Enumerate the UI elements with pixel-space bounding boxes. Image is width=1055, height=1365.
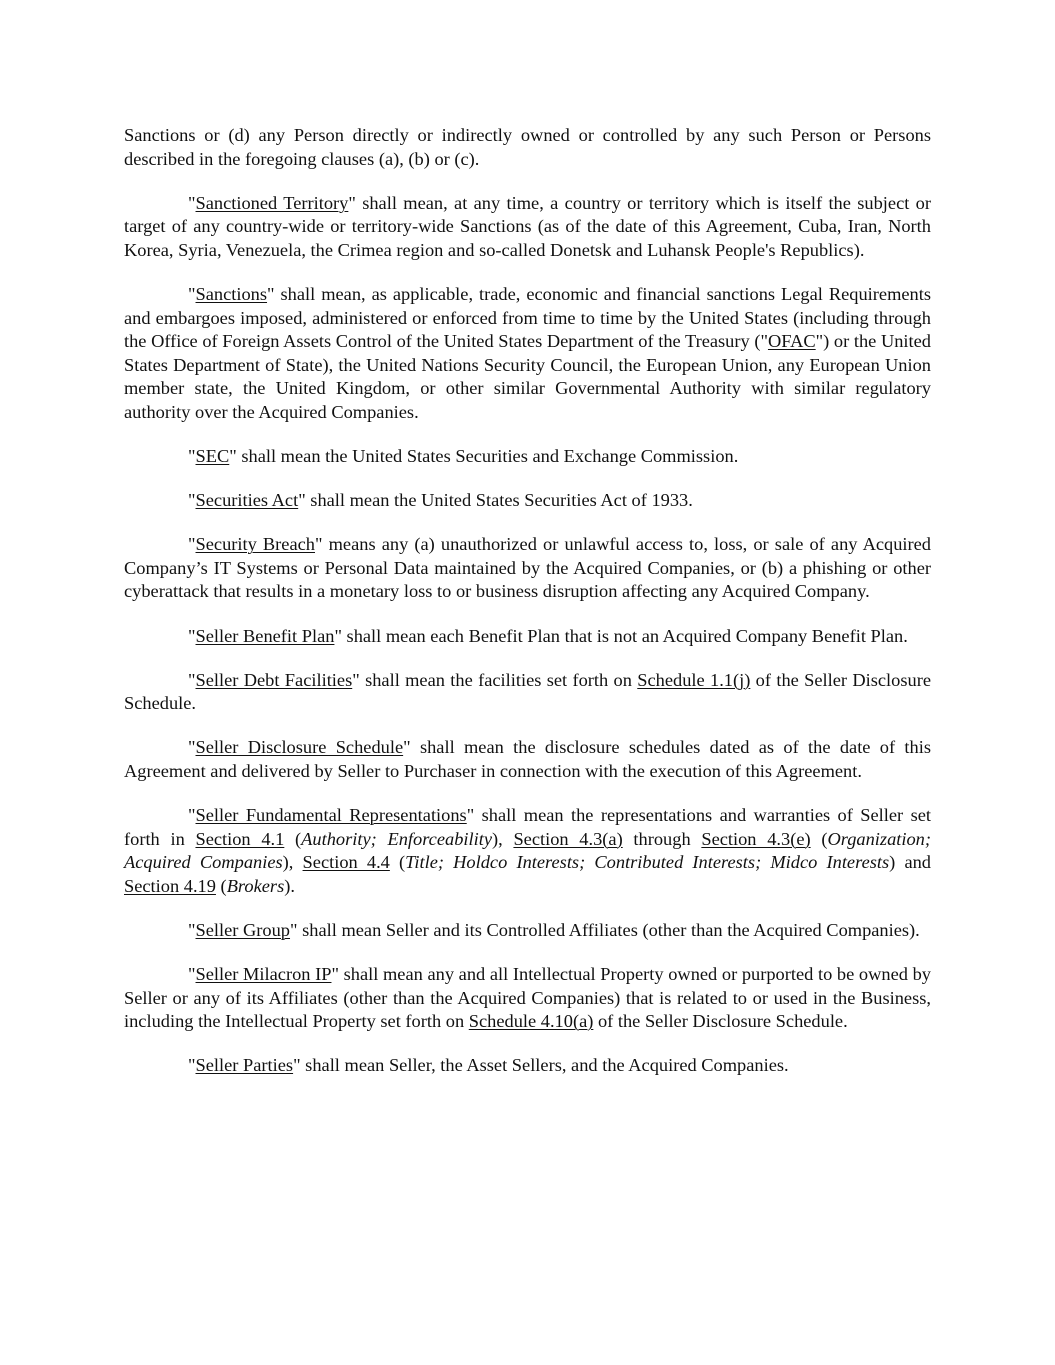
- text-run: " shall mean the facilities set forth on: [352, 669, 638, 690]
- text-run: of the Seller Disclosure Schedule.: [593, 1011, 848, 1032]
- definition-sanctioned-territory: [124, 192, 931, 263]
- text-run: " means any (a) unauthorized or unlawful access to, loss, or sale of any Acquired Company’s IT Systems or Personal Data maintained by the Acquired Companies, or (b) a phishing or other cyberattack that results in a monetary loss to or business disruption affecting any Acquired Company.: [124, 534, 931, 602]
- section-reference: Section 4.3(e): [701, 828, 811, 849]
- text-run: " shall mean each Benefit Plan that is not an Acquired Company Benefit Plan.: [334, 625, 908, 646]
- text-run: (: [810, 828, 828, 849]
- defined-term: SEC: [195, 446, 230, 467]
- section-reference: Section 4.1: [195, 828, 285, 849]
- text-run: Sanctions or (d) any Person directly or indirectly owned or controlled by any such Person or Persons described in the foregoing clauses (a), (b) or (c).: [124, 125, 931, 169]
- text-run: " shall mean Seller, the Asset Sellers, and the Acquired Companies.: [293, 1055, 789, 1076]
- definition-sanctions: [124, 283, 931, 425]
- text-run: " shall mean the United States Securities Act of 1933.: [298, 490, 693, 511]
- definition-seller-debt-facilities: [124, 669, 931, 716]
- text-run: ": [188, 737, 196, 758]
- text-run: " shall mean Seller and its Controlled Affiliates (other than the Acquired Companies).: [290, 919, 920, 940]
- definition-securities-act: [124, 489, 931, 513]
- definition-seller-disclosure-schedule: [124, 736, 931, 783]
- defined-term: Sanctioned Territory: [195, 192, 349, 213]
- text-run: ),: [282, 852, 303, 873]
- section-caption: Title; Holdco Interests; Contributed Interests; Midco Interests: [405, 852, 890, 873]
- schedule-reference: Schedule 4.10(a): [468, 1011, 594, 1032]
- defined-term: Securities Act: [195, 490, 299, 511]
- text-run: ": [188, 963, 196, 984]
- text-run: " shall mean the United States Securities and Exchange Commission.: [229, 446, 739, 467]
- defined-term: Seller Parties: [195, 1055, 294, 1076]
- text-run: of the Seller Disclosure Schedule.: [124, 669, 932, 714]
- defined-term: Seller Disclosure Schedule: [195, 737, 404, 758]
- definition-seller-benefit-plan: [124, 625, 931, 649]
- defined-term: Security Breach: [195, 534, 315, 555]
- section-caption: Organization; Acquired Companies: [124, 828, 932, 873]
- defined-term: Seller Benefit Plan: [195, 625, 335, 646]
- text-run: ),: [492, 828, 514, 849]
- definition-sec: [124, 445, 931, 469]
- text-run: " shall mean, as applicable, trade, economic and financial sanctions Legal Requirements and embargoes imposed, administered or enforced from time to time by the United States (including through the Office of Foreign Assets Control of the United States Department of the Treasury (": [124, 283, 931, 352]
- paragraph-sanctioned-person-continued: [124, 124, 931, 171]
- section-caption: Brokers: [226, 875, 285, 896]
- section-reference: Section 4.3(a): [513, 828, 623, 849]
- text-run: " shall mean the disclosure schedules dated as of the date of this Agreement and delivered by Seller to Purchaser in connection with the execution of this Agreement.: [124, 737, 931, 781]
- text-run: ") or the United States Department of State), the United Nations Security Council, the European Union, any European Union member state, the United Kingdom, or other similar Governmental Authority with similar regulatory authority over the Acquired Companies.: [124, 331, 932, 422]
- text-run: ": [188, 446, 196, 467]
- text-run: ).: [284, 875, 295, 896]
- text-run: through: [622, 828, 702, 849]
- text-run: " shall mean any and all Intellectual Property owned or purported to be owned by Seller or any of its Affiliates (other than the Acquired Companies) that is related to or used in the Business, including the Intellectual Property set forth on: [124, 963, 931, 1032]
- section-reference: Section 4.19: [124, 875, 216, 896]
- text-run: ": [188, 534, 196, 555]
- defined-term: Seller Group: [195, 919, 291, 940]
- text-run: (: [284, 828, 302, 849]
- text-run: ": [188, 625, 196, 646]
- text-run: " shall mean the representations and warranties of Seller set forth in: [124, 804, 932, 849]
- defined-term: Sanctions: [195, 283, 268, 304]
- text-run: ": [188, 283, 196, 304]
- definition-seller-milacron-ip: [124, 963, 931, 1034]
- definition-seller-fundamental-representations: [124, 804, 931, 898]
- schedule-reference: Schedule 1.1(j): [637, 669, 751, 690]
- section-reference: Section 4.4: [302, 852, 390, 873]
- defined-term: Seller Fundamental Representations: [195, 804, 467, 825]
- defined-term: Seller Debt Facilities: [195, 669, 353, 690]
- defined-term-ofac: OFAC: [767, 331, 816, 352]
- definition-security-breach: [124, 533, 931, 604]
- text-run: ": [188, 490, 196, 511]
- text-run: ": [188, 669, 196, 690]
- text-run: ": [188, 804, 196, 825]
- defined-term: Seller Milacron IP: [195, 963, 332, 984]
- text-run: " shall mean, at any time, a country or territory which is itself the subject or target of any country-wide or territory-wide Sanctions (as of the date of this Agreement, Cuba, Iran, North Korea, Syria, Venezuela, the Crimea region and so-called Donetsk and Luhansk People's Republics).: [124, 192, 932, 260]
- document-page: [124, 124, 931, 1098]
- definition-seller-group: [124, 919, 931, 943]
- section-caption: Authority; Enforceability: [301, 828, 492, 849]
- text-run: ) and: [889, 852, 931, 873]
- text-run: ": [188, 1055, 196, 1076]
- text-run: (: [389, 852, 406, 873]
- text-run: ": [188, 192, 196, 213]
- text-run: (: [215, 875, 227, 896]
- text-run: ": [188, 919, 196, 940]
- definition-seller-parties: [124, 1054, 931, 1078]
